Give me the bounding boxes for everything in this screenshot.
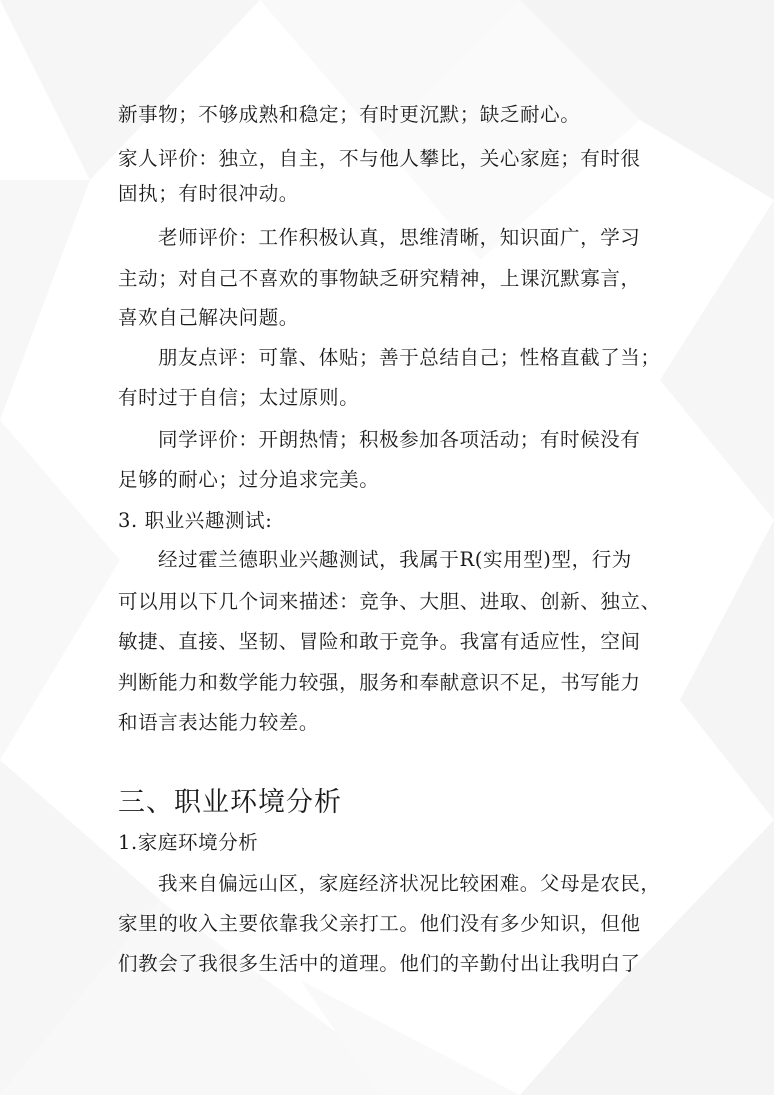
text-line: 有时过于自信；太过原则。: [118, 386, 360, 409]
text-line: 和语言表达能力较差。: [118, 711, 320, 734]
text-line: 判断能力和数学能力较强，服务和奉献意识不足，书写能力: [118, 671, 641, 694]
text-line: 们教会了我很多生活中的道理。他们的辛勤付出让我明白了: [118, 952, 641, 975]
text-line: 喜欢自己解决问题。: [118, 306, 299, 329]
text-line: 同学评价：开朗热情；积极参加各项活动；有时候没有: [158, 428, 641, 451]
section-subheading: 3. 职业兴趣测试:: [118, 509, 273, 532]
text-line: 老师评价：工作积极认真，思维清晰，知识面广，学习: [158, 226, 641, 249]
text-line: 敏捷、直接、坚韧、冒险和敢于竞争。我富有适应性，空间: [118, 630, 641, 653]
text-line: 主动；对自己不喜欢的事物缺乏研究精神，上课沉默寡言，: [118, 267, 641, 290]
text-line: 可以用以下几个词来描述：竞争、大胆、进取、创新、独立、: [118, 590, 661, 613]
text-line: 足够的耐心；过分追求完美。: [118, 468, 380, 491]
text-line: 经过霍兰德职业兴趣测试，我属于R(实用型)型，行为: [158, 548, 632, 571]
text-line: 新事物；不够成熟和稳定；有时更沉默；缺乏耐心。: [118, 103, 581, 126]
text-line: 固执；有时很冲动。: [118, 182, 299, 205]
section-subheading: 1.家庭环境分析: [118, 831, 259, 854]
text-line: 家人评价：独立，自主，不与他人攀比，关心家庭；有时很: [118, 147, 641, 170]
text-line: 家里的收入主要依靠我父亲打工。他们没有多少知识，但他: [118, 912, 641, 935]
text-line: 朋友点评：可靠、体贴；善于总结自己；性格直截了当；: [158, 346, 661, 369]
text-line: 我来自偏远山区，家庭经济状况比较困难。父母是农民，: [158, 872, 661, 895]
section-heading: 三、职业环境分析: [118, 787, 342, 818]
